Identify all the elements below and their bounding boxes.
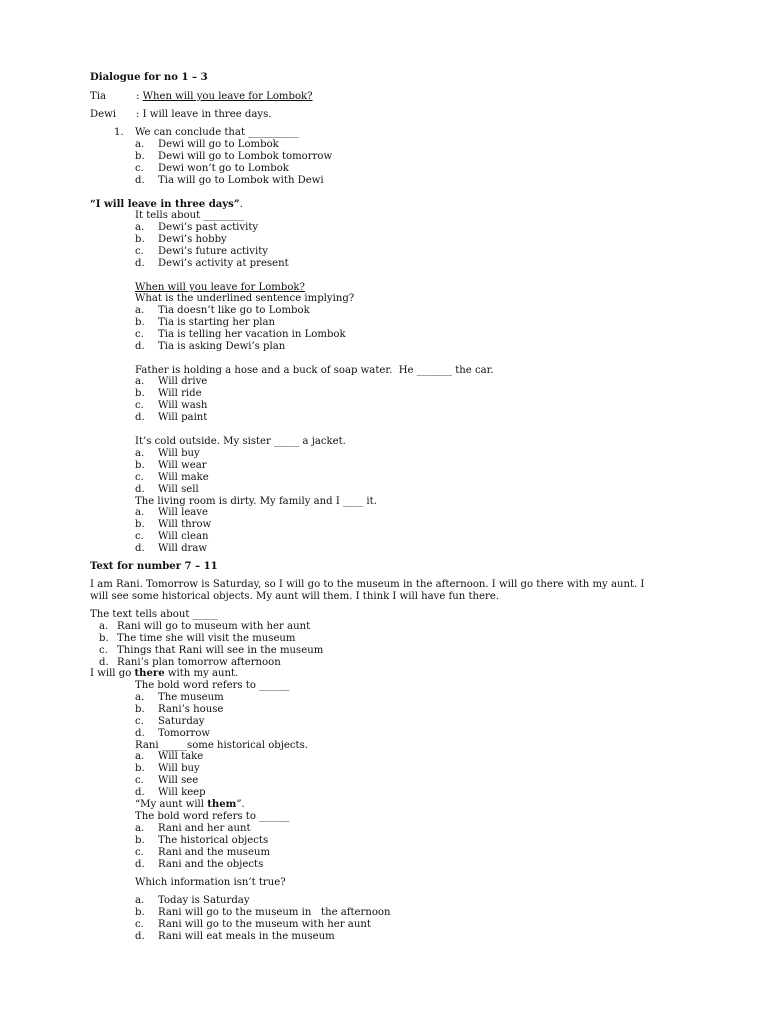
option-label: d. bbox=[135, 175, 145, 186]
option-label: d. bbox=[135, 859, 145, 870]
option-label: b. bbox=[135, 519, 145, 530]
option-text: Will buy bbox=[158, 763, 200, 774]
option-label: d. bbox=[135, 543, 145, 554]
option-text: Rani will go to museum with her aunt bbox=[117, 621, 311, 632]
option-label: c. bbox=[135, 847, 144, 858]
option-label: c. bbox=[135, 329, 144, 340]
option-label: d. bbox=[135, 931, 145, 942]
option-text: Rani will go to the museum with her aunt bbox=[158, 919, 371, 930]
option-text: Will make bbox=[158, 472, 209, 483]
bold-word: there bbox=[134, 668, 165, 679]
option-text: Will see bbox=[158, 775, 199, 786]
option-text: The historical objects bbox=[158, 835, 269, 846]
underlined-sentence: When will you leave for Lombok? bbox=[135, 282, 305, 293]
option-label: d. bbox=[99, 657, 109, 668]
option-text: Rani and the objects bbox=[158, 859, 264, 870]
question-stem: The bold word refers to ______ bbox=[135, 680, 290, 691]
option-text: Dewi’s past activity bbox=[158, 222, 259, 233]
option-label: c. bbox=[99, 645, 108, 656]
option-label: c. bbox=[135, 163, 144, 174]
option-label: b. bbox=[135, 151, 145, 162]
option-label: a. bbox=[135, 751, 145, 762]
option-text: Dewi’s future activity bbox=[158, 246, 268, 257]
option-text: The museum bbox=[158, 692, 224, 703]
option-label: a. bbox=[135, 507, 145, 518]
option-label: c. bbox=[135, 246, 144, 257]
option-label: c. bbox=[135, 400, 144, 411]
question-stem: Which information isn’t true? bbox=[135, 877, 286, 888]
question-stem: Rani _____some historical objects. bbox=[135, 740, 308, 751]
option-label: c. bbox=[135, 716, 144, 727]
option-text: Will ride bbox=[158, 388, 202, 399]
option-text: Rani’s plan tomorrow afternoon bbox=[117, 657, 281, 668]
quoted-sentence: I will go there with my aunt. bbox=[90, 668, 239, 679]
question-stem: What is the underlined sentence implying? bbox=[135, 293, 355, 304]
text-title: Text for number 7 – 11 bbox=[90, 561, 218, 572]
speaker-tia: Tia bbox=[90, 91, 106, 102]
option-text: Will take bbox=[158, 751, 204, 762]
option-text: Rani’s house bbox=[158, 704, 224, 715]
paragraph-line: will see some historical objects. My aunt will them. I think I will have fun there. bbox=[90, 591, 500, 602]
option-text: Will sell bbox=[158, 484, 199, 495]
option-label: a. bbox=[135, 376, 145, 387]
dialogue-title: Dialogue for no 1 – 3 bbox=[90, 72, 208, 83]
option-text: Rani will eat meals in the museum bbox=[158, 931, 335, 942]
underlined-question: When will you leave for Lombok? bbox=[142, 91, 313, 102]
option-label: d. bbox=[135, 484, 145, 495]
option-label: d. bbox=[135, 787, 145, 798]
option-text: The time she will visit the museum bbox=[117, 633, 296, 644]
option-label: b. bbox=[135, 835, 145, 846]
option-text: Will wear bbox=[158, 460, 207, 471]
quoted-sentence: “My aunt will them”. bbox=[135, 799, 245, 810]
option-text: Dewi will go to Lombok bbox=[158, 139, 279, 150]
option-text: Things that Rani will see in the museum bbox=[117, 645, 324, 656]
question-stem: Father is holding a hose and a buck of soap water. He _______ the car. bbox=[135, 365, 494, 376]
option-label: a. bbox=[135, 692, 145, 703]
option-text: Will wash bbox=[158, 400, 208, 411]
option-text: Tia is telling her vacation in Lombok bbox=[158, 329, 346, 340]
dialogue-line-tia: : When will you leave for Lombok? bbox=[136, 91, 313, 102]
option-text: Tia will go to Lombok with Dewi bbox=[158, 175, 324, 186]
question-stem: It’s cold outside. My sister _____ a jacket. bbox=[135, 436, 346, 447]
option-text: Dewi’s hobby bbox=[158, 234, 227, 245]
option-text: Will draw bbox=[158, 543, 208, 554]
option-label: a. bbox=[99, 621, 109, 632]
option-text: Tomorrow bbox=[158, 728, 211, 739]
speaker-dewi: Dewi bbox=[90, 109, 116, 120]
option-label: b. bbox=[135, 388, 145, 399]
question-number: 1. bbox=[114, 127, 124, 138]
option-text: Dewi will go to Lombok tomorrow bbox=[158, 151, 333, 162]
option-label: a. bbox=[135, 448, 145, 459]
option-label: b. bbox=[135, 460, 145, 471]
option-label: a. bbox=[135, 305, 145, 316]
bold-word: them bbox=[207, 799, 237, 810]
option-label: d. bbox=[135, 341, 145, 352]
option-label: c. bbox=[135, 919, 144, 930]
dialogue-line-dewi: : I will leave in three days. bbox=[136, 109, 272, 120]
option-label: c. bbox=[135, 472, 144, 483]
option-label: b. bbox=[135, 317, 145, 328]
option-text: Dewi’s activity at present bbox=[158, 258, 289, 269]
option-label: d. bbox=[135, 258, 145, 269]
option-label: b. bbox=[135, 704, 145, 715]
option-label: b. bbox=[135, 234, 145, 245]
option-label: c. bbox=[135, 531, 144, 542]
option-label: b. bbox=[99, 633, 109, 644]
option-label: b. bbox=[135, 763, 145, 774]
option-label: a. bbox=[135, 895, 145, 906]
option-label: d. bbox=[135, 412, 145, 423]
question-stem: We can conclude that __________ bbox=[135, 127, 299, 138]
option-text: Rani and the museum bbox=[158, 847, 271, 858]
option-text: Will buy bbox=[158, 448, 200, 459]
option-text: Will drive bbox=[158, 376, 208, 387]
option-label: a. bbox=[135, 823, 145, 834]
option-label: d. bbox=[135, 728, 145, 739]
option-label: a. bbox=[135, 139, 145, 150]
option-text: Will throw bbox=[158, 519, 212, 530]
paragraph-line: I am Rani. Tomorrow is Saturday, so I will go to the museum in the afternoon. I will go there with my aunt. I bbox=[90, 579, 645, 590]
option-text: Tia is asking Dewi’s plan bbox=[158, 341, 286, 352]
option-text: Tia is starting her plan bbox=[158, 317, 276, 328]
option-text: Will leave bbox=[158, 507, 208, 518]
option-text: Rani will go to the museum in the afternoon bbox=[158, 907, 391, 918]
question-stem: The living room is dirty. My family and I ____ it. bbox=[135, 496, 377, 507]
quoted-sentence: “I will leave in three days”. bbox=[90, 199, 243, 210]
question-stem: The bold word refers to ______ bbox=[135, 811, 290, 822]
option-text: Rani and her aunt bbox=[158, 823, 251, 834]
option-text: Will clean bbox=[158, 531, 209, 542]
option-text: Tia doesn’t like go to Lombok bbox=[158, 305, 310, 316]
option-label: a. bbox=[135, 222, 145, 233]
option-text: Will keep bbox=[158, 787, 206, 798]
option-text: Today is Saturday bbox=[158, 895, 250, 906]
option-label: c. bbox=[135, 775, 144, 786]
option-text: Saturday bbox=[158, 716, 205, 727]
option-text: Dewi won’t go to Lombok bbox=[158, 163, 289, 174]
option-label: b. bbox=[135, 907, 145, 918]
question-stem: The text tells about _____ bbox=[90, 609, 218, 620]
option-text: Will paint bbox=[158, 412, 208, 423]
question-stem: It tells about ________ bbox=[135, 210, 244, 221]
